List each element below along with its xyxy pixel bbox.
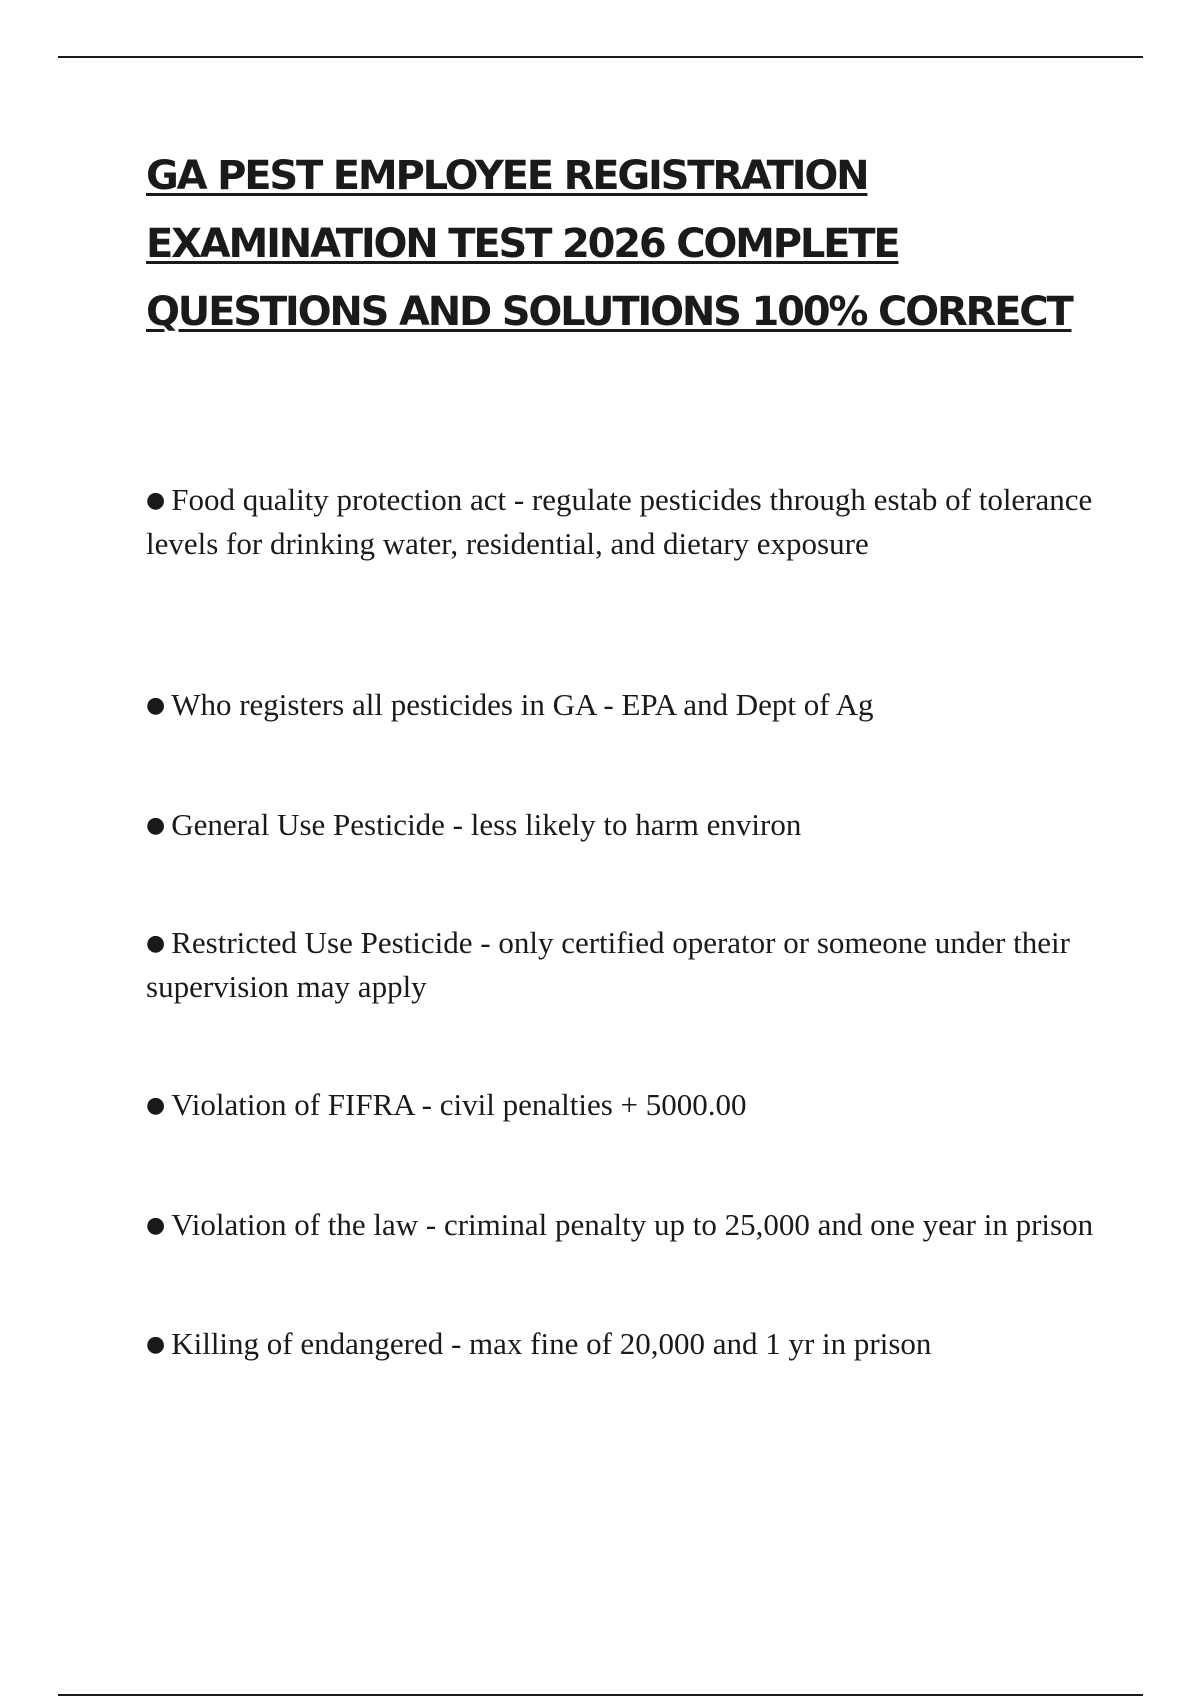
title-line-1: GA PEST EMPLOYEE REGISTRATION xyxy=(146,153,868,199)
bullet-icon: ● xyxy=(146,1093,166,1118)
qa-item xyxy=(146,683,1106,727)
qa-list xyxy=(146,478,1106,1366)
title-line-2: EXAMINATION TEST 2026 COMPLETE xyxy=(146,221,899,267)
document-title xyxy=(146,142,1106,346)
qa-item xyxy=(146,1083,1106,1127)
qa-text: General Use Pesticide - less likely to harm environ xyxy=(171,807,802,842)
qa-text: Who registers all pesticides in GA - EPA and Dept of Ag xyxy=(171,687,874,722)
bullet-icon: ● xyxy=(146,813,166,838)
top-rule xyxy=(58,56,1143,58)
qa-text: Restricted Use Pesticide - only certified operator or someone under their supervision may apply xyxy=(146,925,1070,1004)
bullet-icon: ● xyxy=(146,931,166,956)
bullet-icon: ● xyxy=(146,1332,166,1357)
title-line-3: QUESTIONS AND SOLUTIONS 100% CORRECT xyxy=(146,289,1072,335)
qa-item xyxy=(146,1322,1106,1366)
qa-text: Killing of endangered - max fine of 20,000 and 1 yr in prison xyxy=(171,1326,932,1361)
bullet-icon: ● xyxy=(146,693,166,718)
bottom-rule xyxy=(58,1694,1143,1696)
bullet-icon: ● xyxy=(146,1213,166,1238)
bullet-icon: ● xyxy=(146,488,166,513)
qa-item xyxy=(146,1203,1106,1247)
qa-text: Food quality protection act - regulate pesticides through estab of tolerance levels for drinking water, residential, and dietary exposure xyxy=(146,482,1093,561)
qa-item xyxy=(146,478,1106,565)
qa-item xyxy=(146,803,1106,847)
qa-text: Violation of FIFRA - civil penalties + 5000.00 xyxy=(171,1087,747,1122)
qa-item xyxy=(146,921,1106,1008)
qa-text: Violation of the law - criminal penalty up to 25,000 and one year in prison xyxy=(171,1207,1094,1242)
